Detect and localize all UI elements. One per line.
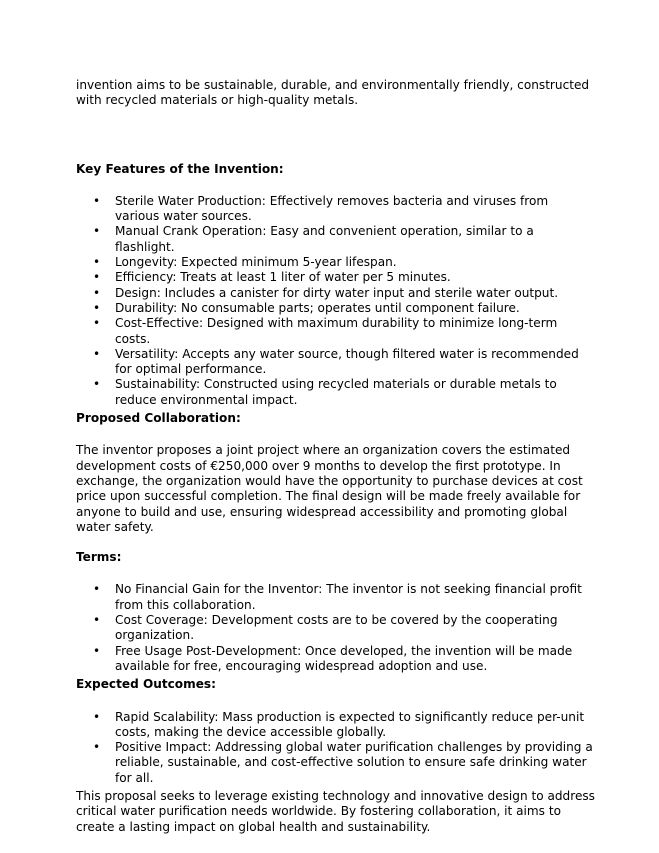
bullet-icon: • xyxy=(93,224,101,239)
bullet-icon: • xyxy=(93,377,101,392)
bullet-icon: • xyxy=(93,643,101,658)
intro-paragraph: invention aims to be sustainable, durable, and environmentally friendly, constructed with recycled materials or high-quality metals. xyxy=(76,78,590,108)
bullet-icon: • xyxy=(93,285,101,300)
bullet-icon: • xyxy=(93,346,101,361)
list-item: • Cost-Effective: Designed with maximum durability to minimize long-term costs. xyxy=(93,316,558,346)
list-item: • Positive Impact: Addressing global water purification challenges by providing a reliable, sustainable, and cost-effective solution to ensure safe drinking water for all. xyxy=(93,740,593,785)
key-features-heading: Key Features of the Invention: xyxy=(76,161,284,176)
closing-paragraph: This proposal seeks to leverage existing technology and innovative design to address critical water purification needs worldwide. By fostering collaboration, it aims to create a lasting impact on global health and sustainability. xyxy=(76,788,595,834)
list-item: • Design: Includes a canister for dirty water input and sterile water output. xyxy=(93,285,559,300)
list-item: • Sterile Water Production: Effectively removes bacteria and viruses from various water sources. xyxy=(93,193,549,224)
list-item: • Longevity: Expected minimum 5-year lifespan. xyxy=(93,255,397,270)
proposed-collaboration-heading: Proposed Collaboration: xyxy=(76,411,241,426)
list-item: • Free Usage Post-Development: Once developed, the invention will be made available for free, encouraging widespread adoption and use. xyxy=(93,643,573,673)
list-item: • Durability: No consumable parts; operates until component failure. xyxy=(93,300,520,315)
bullet-icon: • xyxy=(93,613,101,628)
bullet-icon: • xyxy=(93,582,101,597)
proposed-collaboration-section xyxy=(76,411,596,535)
key-features-list xyxy=(76,194,596,408)
bullet-icon: • xyxy=(93,255,101,270)
expected-outcomes-list xyxy=(76,710,596,786)
bullet-icon: • xyxy=(93,740,101,755)
list-item: • Manual Crank Operation: Easy and convenient operation, similar to a flashlight. xyxy=(93,224,534,254)
list-item: • Sustainability: Constructed using recycled materials or durable metals to reduce environmental impact. xyxy=(93,377,557,407)
bullet-icon: • xyxy=(93,316,101,331)
expected-outcomes-heading: Expected Outcomes: xyxy=(76,677,216,692)
list-item: • Versatility: Accepts any water source, though filtered water is recommended for optimal performance. xyxy=(93,346,579,377)
bullet-icon: • xyxy=(93,193,101,208)
key-features-section xyxy=(76,162,596,408)
bullet-icon: • xyxy=(93,300,101,315)
list-item: • No Financial Gain for the Inventor: The inventor is not seeking financial profit from this collaboration. xyxy=(93,582,582,612)
terms-heading: Terms: xyxy=(76,550,122,565)
terms-list xyxy=(76,582,596,674)
terms-section xyxy=(76,550,596,674)
list-item: • Rapid Scalability: Mass production is expected to significantly reduce per-unit costs, making the device accessible globally. xyxy=(93,709,585,739)
bullet-icon: • xyxy=(93,709,101,724)
expected-outcomes-section xyxy=(76,677,596,786)
list-item: • Efficiency: Treats at least 1 liter of water per 5 minutes. xyxy=(93,270,451,285)
document-body xyxy=(76,78,596,835)
list-item: • Cost Coverage: Development costs are to be covered by the cooperating organization. xyxy=(93,613,558,643)
bullet-icon: • xyxy=(93,270,101,285)
proposed-collaboration-paragraph: The inventor proposes a joint project where an organization covers the estimated development costs of €250,000 over 9 months to develop the first prototype. In exchange, the organization would have the opportunity to purchase devices at cost price upon successful completion. The final design will be made freely available for anyone to build and use, ensuring widespread accessibility and promoting global water safety. xyxy=(76,443,583,534)
